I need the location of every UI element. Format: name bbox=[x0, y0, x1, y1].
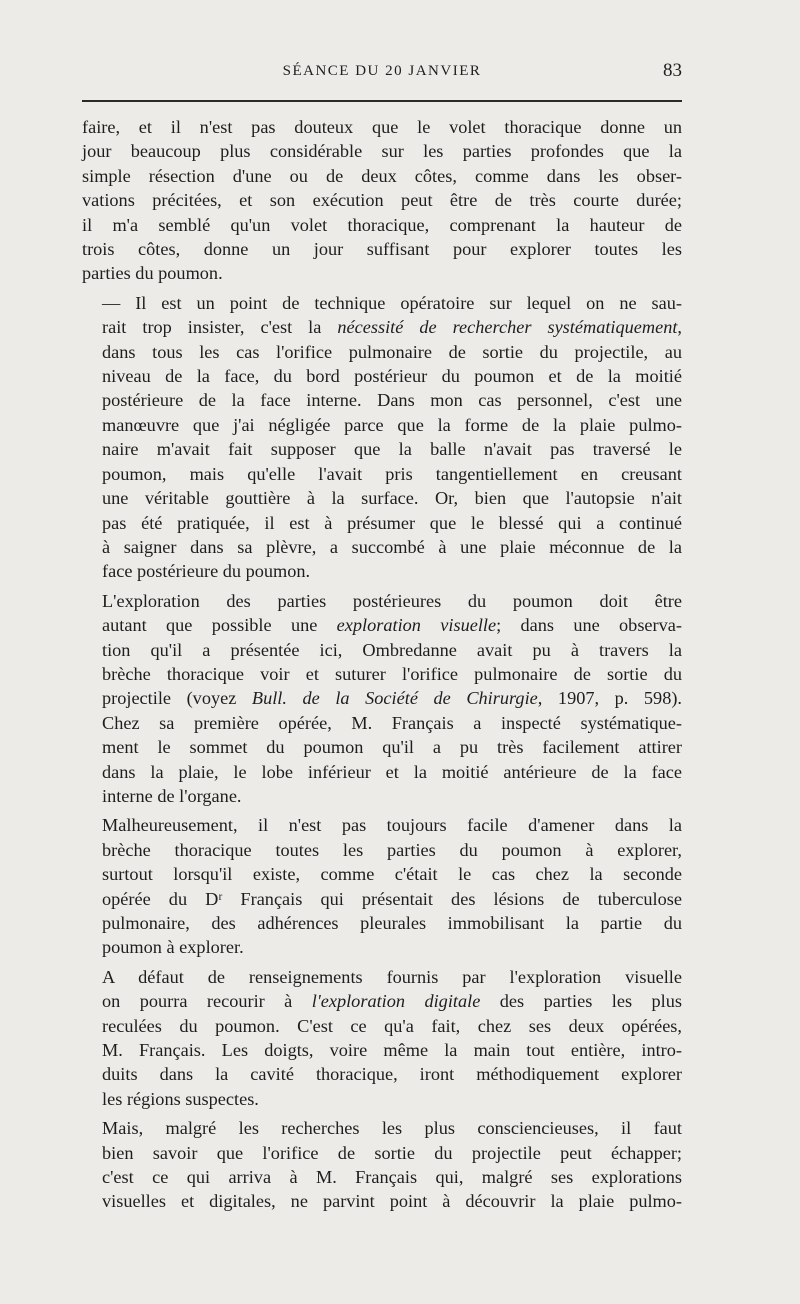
text-line: rait trop insister, c'est la nécessité de rechercher systématiquement, bbox=[102, 317, 682, 338]
text-line: autant que possible une exploration visuelle; dans une observa- bbox=[102, 615, 682, 636]
text-line: — Il est un point de technique opératoire sur lequel on ne sau- bbox=[102, 292, 682, 313]
italic-phrase: Bull. de la Société de Chirurgie bbox=[251, 688, 538, 709]
text-line: dans tous les cas l'orifice pulmonaire de sortie du projectile, au bbox=[102, 341, 682, 362]
text-line: poumon à explorer. bbox=[102, 937, 244, 958]
text-line: les régions suspectes. bbox=[102, 1088, 259, 1109]
text-line: postérieure de la face interne. Dans mon cas personnel, c'est une bbox=[102, 390, 682, 411]
text-line: surtout lorsqu'il existe, comme c'était le cas chez la seconde bbox=[102, 864, 682, 885]
running-header bbox=[82, 60, 682, 86]
text-line: face postérieure du poumon. bbox=[102, 561, 311, 582]
text-line: reculées du poumon. C'est ce qu'a fait, chez ses deux opérées, bbox=[102, 1015, 682, 1036]
text-line: M. Français. Les doigts, voire même la main tout entière, intro- bbox=[102, 1040, 682, 1061]
paragraph bbox=[82, 589, 682, 809]
paragraph bbox=[82, 115, 682, 286]
text-line: trois côtes, donne un jour suffisant pour explorer toutes les bbox=[82, 239, 682, 260]
text-line: simple résection d'une ou de deux côtes, comme dans les obser- bbox=[82, 165, 682, 186]
text-line: dans la plaie, le lobe inférieur et la moitié antérieure de la face bbox=[102, 761, 682, 782]
text-line: interne de l'organe. bbox=[102, 785, 242, 806]
text-line: à saigner dans sa plèvre, a succombé à une plaie méconnue de la bbox=[102, 536, 682, 557]
paragraph bbox=[82, 965, 682, 1111]
text-line: opérée du Dʳ Français qui présentait des lésions de tuberculose bbox=[102, 888, 682, 909]
text-line: duits dans la cavité thoracique, iront méthodiquement explorer bbox=[102, 1064, 682, 1085]
text-line: ment le sommet du poumon qu'il a pu très facilement attirer bbox=[102, 737, 682, 758]
text-line: niveau de la face, du bord postérieur du poumon et de la moitié bbox=[102, 366, 682, 387]
text-line: jour beaucoup plus considérable sur les parties profondes que la bbox=[82, 141, 682, 162]
italic-phrase: l'exploration digitale bbox=[311, 991, 481, 1012]
text-line: naire m'avait fait supposer que la balle n'avait pas traversé le bbox=[102, 439, 682, 460]
text-line: pulmonaire, des adhérences pleurales immobilisant la partie du bbox=[102, 913, 682, 933]
text-line: poumon, mais qu'elle l'avait pris tangentiellement en creusant bbox=[102, 463, 682, 484]
text-line: tion qu'il a présentée ici, Ombredanne avait pu à travers la bbox=[102, 639, 682, 660]
text-line: Mais, malgré les recherches les plus consciencieuses, il faut bbox=[102, 1118, 682, 1139]
italic-phrase: exploration visuelle bbox=[336, 615, 497, 636]
text-line: il m'a semblé qu'un volet thoracique, comprenant la hauteur de bbox=[82, 214, 682, 235]
body-text bbox=[82, 115, 682, 1219]
text-line: bien savoir que l'orifice de sortie du projectile peut échapper; bbox=[102, 1142, 682, 1163]
italic-phrase: nécessité de rechercher systématiquement bbox=[337, 317, 678, 338]
text-line: brèche thoracique toutes les parties du poumon à explorer, bbox=[102, 839, 682, 860]
text-line: Chez sa première opérée, M. Français a inspecté systématique- bbox=[102, 712, 682, 733]
paragraph bbox=[82, 1116, 682, 1214]
paragraph bbox=[82, 291, 682, 584]
paragraph bbox=[82, 813, 682, 959]
text-line: A défaut de renseignements fournis par l'exploration visuelle bbox=[102, 966, 682, 987]
page-number: 83 bbox=[663, 60, 682, 81]
text-line: projectile (voyez Bull. de la Société de Chirurgie, 1907, p. 598). bbox=[102, 688, 682, 709]
text-line: Malheureusement, il n'est pas toujours facile d'amener dans la bbox=[102, 815, 682, 836]
text-line: on pourra recourir à l'exploration digitale des parties les plus bbox=[102, 991, 682, 1012]
text-line: une véritable gouttière à la surface. Or, bien que l'autopsie n'ait bbox=[102, 488, 682, 509]
text-line: visuelles et digitales, ne parvint point à découvrir la plaie pulmo- bbox=[102, 1191, 682, 1212]
text-line: brèche thoracique voir et suturer l'orifice pulmonaire de sortie du bbox=[102, 663, 682, 684]
text-line: manœuvre que j'ai négligée parce que la forme de la plaie pulmo- bbox=[102, 414, 682, 435]
text-line: parties du poumon. bbox=[82, 263, 223, 284]
running-head-title: SÉANCE DU 20 JANVIER bbox=[282, 63, 482, 79]
text-line: L'exploration des parties postérieures du poumon doit être bbox=[102, 590, 682, 611]
header-rule bbox=[82, 100, 682, 102]
text-line: pas été pratiquée, il est à présumer que le blessé qui a continué bbox=[102, 512, 682, 533]
text-line: faire, et il n'est pas douteux que le volet thoracique donne un bbox=[82, 117, 682, 137]
text-line: vations précitées, et son exécution peut être de très courte durée; bbox=[82, 190, 682, 211]
text-line: c'est ce qui arriva à M. Français qui, malgré ses explorations bbox=[102, 1167, 682, 1188]
